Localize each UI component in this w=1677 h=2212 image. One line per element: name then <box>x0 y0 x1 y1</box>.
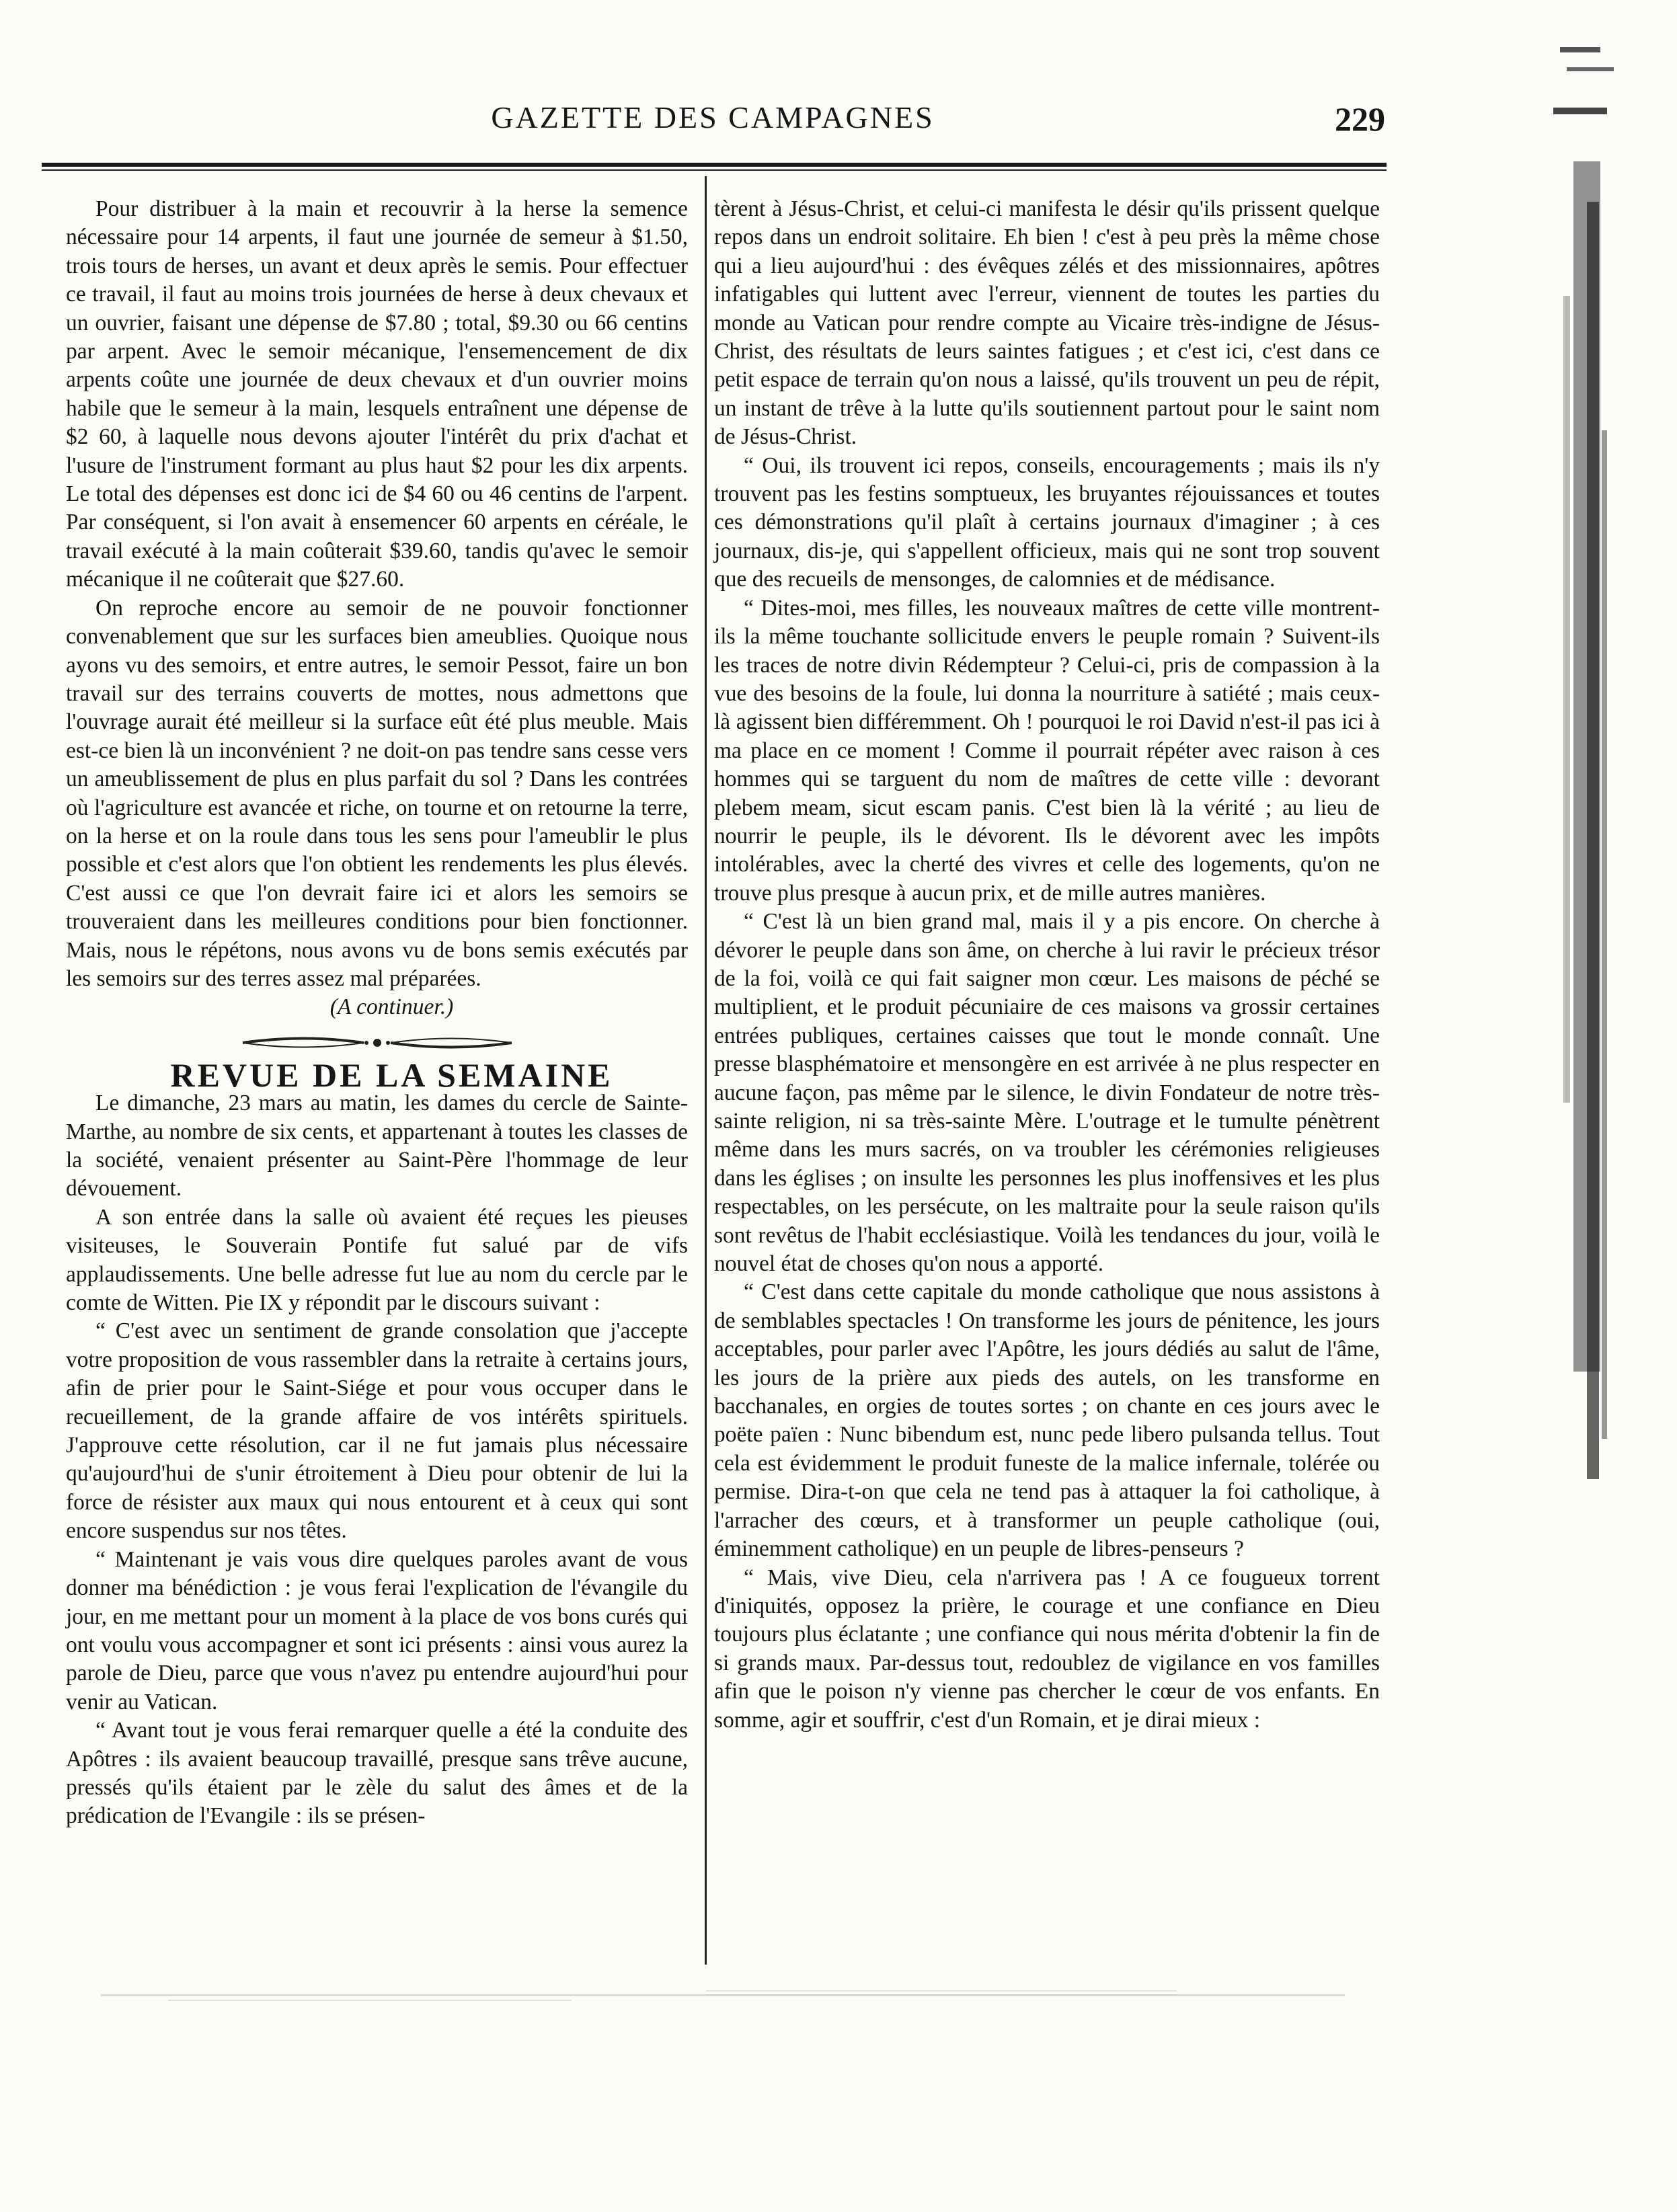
header-rule <box>42 163 1387 167</box>
margin-bleed-through-marks <box>1547 27 1621 1506</box>
masthead <box>40 100 1385 153</box>
article-paragraph: Pour distribuer à la main et recouvrir à la herse la semence nécessaire pour 14 arpents, il faut une journée de semeur à $1.50, trois tours de herses, un avant et deux après le semis. Pour effectuer ce travail, il faut au moins trois journées de herse à deux chevaux et un ouvrier, faisant une dépense de $7.80 ; total, $9.30 ou 66 centins par arpent. Avec le semoir mécanique, l'ensemencement de dix arpents coûte une journée de deux chevaux et d'un ouvrier moins habile que le semeur à la main, lesquels entraînent une dépense de $2 60, à laquelle nous devons ajouter l'intérêt du prix d'achat et l'usure de l'instrument formant au plus haut $2 pour les dix arpents. Le total des dépenses est donc ici de $4 60 ou 46 centins de l'arpent. Par conséquent, si l'on avait à ensemencer 60 arpents en céréale, le travail exécuté à la main coûterait $39.60, tandis qu'avec le semoir mécanique il ne coûterait que $27.60. <box>66 196 688 592</box>
article-paragraph: “ C'est avec un sentiment de grande consolation que j'accepte votre proposition de vous rassembler dans la retraite à certains jours, afin de prier pour le Saint-Siége et pour vous occuper dans le recueillement, de la grande affaire de vos intérêts spirituels. J'approuve cette résolution, car il ne fut jamais plus nécessaire qu'aujourd'hui de s'unir étroitement à Dieu pour obtenir de lui la force de résister aux maux qui nous entourent et à ceux qui sont encore suspendus sur nos têtes. <box>66 1318 688 1544</box>
article-paragraph: Le dimanche, 23 mars au matin, les dames du cercle de Sainte-Marthe, au nombre de six cents, et appartenant à toutes les classes de la société, venaient présenter au Saint-Père l'hommage de leur dévouement. <box>66 1091 688 1201</box>
ornament-divider <box>236 1031 518 1054</box>
article-paragraph: “ Oui, ils trouvent ici repos, conseils, encouragements ; mais ils n'y trouvent pas les festins somptueux, les bruyantes réjouissances et toutes ces démonstrations qu'il plaît à certains journaux d'imaginer ; à ces journaux, dis-je, qui s'appellent officieux, mais qui ne sont trop souvent que des recueils de mensonges, de calomnies et de médisance. <box>714 452 1380 592</box>
article-paragraph: “ Maintenant je vais vous dire quelques paroles avant de vous donner ma bénédiction : je vous ferai l'explication de l'évangile du jour, en me mettant pour un moment à la place de vos bons curés qui ont voulu vous accompagner et sont ici présents : ainsi vous aurez la parole de Dieu, parce que vous n'avez pu entendre aujourd'hui pour venir au Vatican. <box>66 1546 688 1714</box>
article-paragraph: “ C'est là un bien grand mal, mais il y a pis encore. On cherche à dévorer le peuple dans son âme, on cherche à lui ravir le précieux trésor de la foi, voilà ce qui fait saigner mon cœur. Les maisons de péché se multiplient, et le produit pécuniaire de ces maisons va grossir certaines entrées publiques, certaines caisses que tout le monde connaît. Une presse blasphématoire et mensongère en est arrivée à ne plus respecter en aucune façon, pas même par le silence, le divin Fondateur de notre très-sainte religion, ni sa très-sainte Mère. L'outrage et le tumulte pénètrent même dans les murs sacrés, on va troubler les cérémonies religieuses dans les églises ; on insulte les personnes les plus inoffensives et les plus respectables, on les persécute, on les maltraite pour la seule raison qu'ils sont revêtus de l'habit ecclésiastique. Voilà les tendances du jour, voilà le nouvel état de choses qu'on nous a apporté. <box>714 909 1380 1277</box>
article-paragraph: “ Avant tout je vous ferai remarquer quelle a été la conduite des Apôtres : ils avaient beaucoup travaillé, presque sans trêve aucune, pressés qu'ils étaient par le zèle du salut des âmes et de la prédication de l'Evangile : ils se présen- <box>66 1718 688 1829</box>
bleed-through-noise <box>101 1983 1345 2010</box>
column-divider <box>705 176 707 1965</box>
right-column <box>714 195 1380 1735</box>
page-number: 229 <box>1335 100 1385 138</box>
article-paragraph: “ Mais, vive Dieu, cela n'arrivera pas ! A ce fougueux torrent d'iniquités, opposez la prière, le courage et une confiance en Dieu toujours plus éclatante ; une confiance qui nous mérita d'obtenir la fin de si grands maux. Par-dessus tout, redoublez de vigilance en vos familles afin que le poison n'y vienne pas chercher le cœur de vos enfants. En somme, agir et souffrir, c'est d'un Romain, et je dirai mieux : <box>714 1565 1380 1733</box>
section-title: REVUE DE LA SEMAINE <box>170 1056 613 1094</box>
article-paragraph: “ Dites-moi, mes filles, les nouveaux maîtres de cette ville montrent-ils la même touchante sollicitude envers le peuple romain ? Suivent-ils les traces de notre divin Rédempteur ? Celui-ci, pris de compassion à la vue des besoins de la foule, lui donna la nourriture à satiété ; mais ceux-là agissent bien différemment. Oh ! pourquoi le roi David n'est-il pas ici à ma place en ce moment ! Comme il pourrait répéter avec raison à ces hommes qui se targuent du nom de maîtres de cette ville : devorant plebem meam, sicut escam panis. C'est bien là la vérité ; au lieu de nourrir le peuple, ils le dévorent. Ils le dévorent avec les impôts intolérables, avec la cherté des vivres et celle des logements, qu'on ne trouve plus presque à aucun prix, et de mille autres manières. <box>714 595 1380 906</box>
continued-note: (A continuer.) <box>329 994 454 1020</box>
article-paragraph: “ C'est dans cette capitale du monde catholique que nous assistons à de semblables spectacles ! On transforme les jours de pénitence, les jours acceptables, pour parler avec l'Apôtre, les jours dédiés au salut de l'âme, les jours de la prière aux pieds des autels, on les transforme en bacchanales, en orgies de toutes sortes ; on chante en ces jours avec le poëte païen : Nunc bibendum est, nunc pede libero pulsanda tellus. Tout cela est évidemment le produit funeste de la malice infernale, tolérée ou permise. Dira-t-on que cela ne tend pas à attaquer la foi catholique, à l'arracher des cœurs, et à transformer un peuple catholique (oui, éminemment catholique) en un peuple de libres-penseurs ? <box>714 1279 1380 1562</box>
left-column <box>66 195 688 1831</box>
article-paragraph: A son entrée dans la salle où avaient été reçues les pieuses visiteuses, le Souverain Pontife fut salué par de vifs applaudissements. Une belle adresse fut lue au nom du cercle par le comte de Witten. Pie IX y répondit par le discours suivant : <box>66 1204 688 1316</box>
newspaper-title: GAZETTE DES CAMPAGNES <box>491 100 935 134</box>
article-paragraph: tèrent à Jésus-Christ, et celui-ci manifesta le désir qu'ils prissent quelque repos dans un endroit solitaire. Eh bien ! c'est à peu près la même chose qui a lieu aujourd'hui : des évêques zélés et des missionnaires, apôtres infatigables qui luttent avec l'erreur, viennent de toutes les parties du monde au Vatican pour rendre compte au Vicaire très-indigne de Jésus-Christ, des résultats de leurs saintes fatigues ; et c'est ici, c'est dans ce petit espace de terrain qu'on nous a laissé, qu'ils trouvent un peu de répit, un instant de trêve à la lutte qu'ils soutiennent partout pour le saint nom de Jésus-Christ. <box>714 196 1380 450</box>
article-paragraph: On reproche encore au semoir de ne pouvoir fonctionner convenablement que sur les surfaces bien ameublies. Quoique nous ayons vu des semoirs, et entre autres, le semoir Pessot, faire un bon travail sur des terrains couverts de mottes, nous admettons que l'ouvrage aurait été meilleur si la surface eût été plus meuble. Mais est-ce bien là un inconvénient ? ne doit-on pas tendre sans cesse vers un ameublissement de plus en plus parfait du sol ? Dans les contrées où l'agriculture est avancée et riche, on tourne et on retourne la terre, on la herse et on la roule dans tous les sens pour l'ameublir le plus possible et c'est alors que l'on obtient les rendements les plus élevés. C'est aussi ce que l'on devrait faire ici et alors les semoirs se trouveraient dans les meilleures conditions pour bien fonctionner. Mais, nous le répétons, nous avons vu de bons semis exécutés par les semoirs sur des terres assez mal préparées. <box>66 595 688 991</box>
header-rule-thin <box>42 169 1387 171</box>
